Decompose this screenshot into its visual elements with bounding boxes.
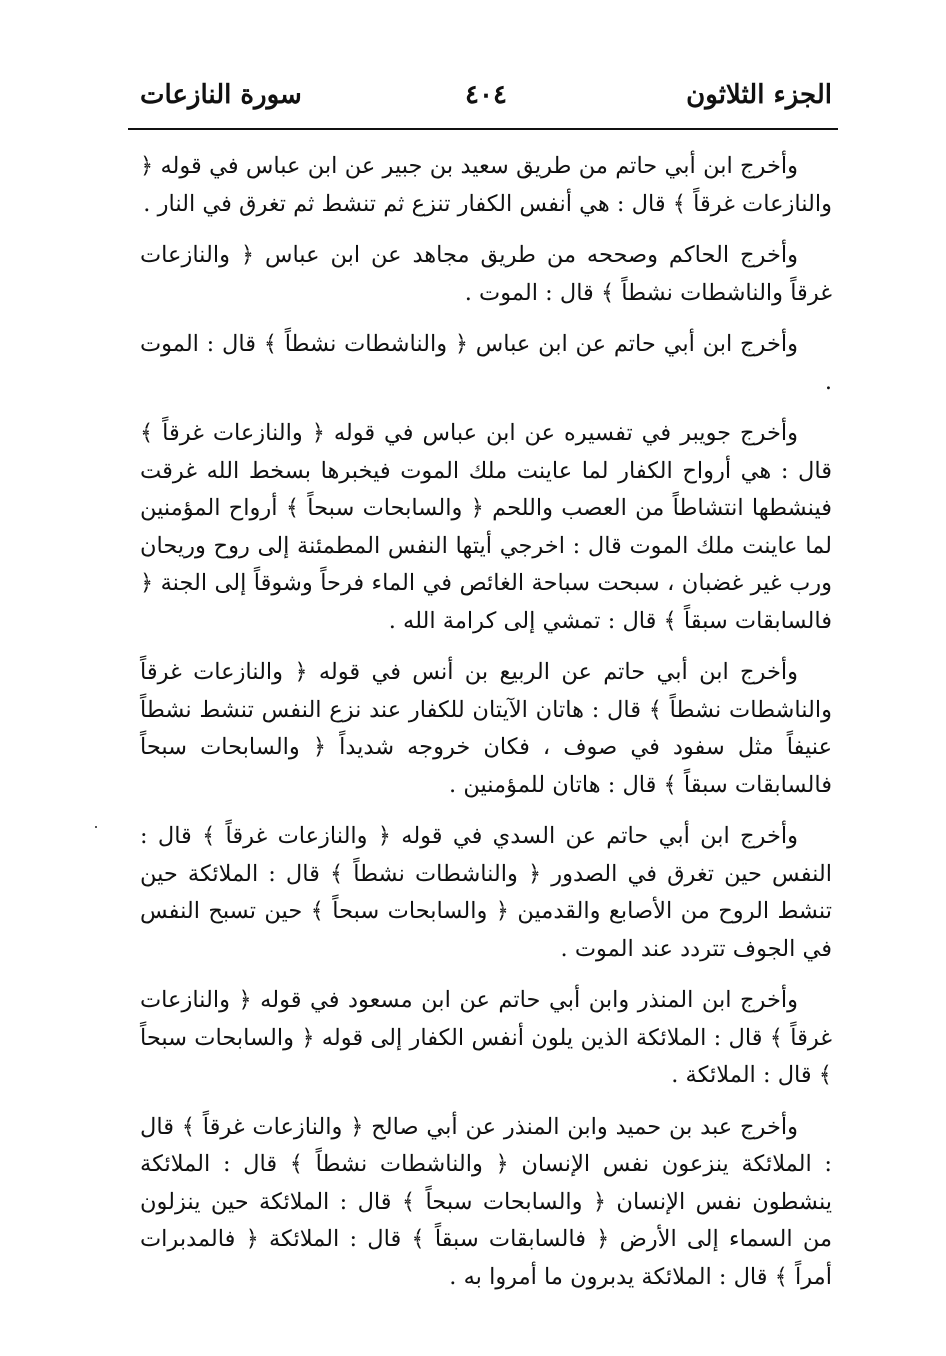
paragraph: وأخرج جويبر في تفسيره عن ابن عباس في قوله ﴿ والنازعات غرقاً ﴾ قال : هي أرواح الكفار لما عاينت ملك الموت فيخبرها بسخط الله غرقت فينشطها انتشاطاً من العصب واللحم ﴿ والسابحات سبحاً ﴾ أرواح المؤمنين لما عاينت ملك الموت قال : اخرجي أيتها النفس المطمئنة إلى روح وريحان ورب غير غضبان ، سبحت سباحة الغائص في الماء فرحاً وشوقاً إلى الجنة ﴿ فالسابقات سبقاً ﴾ قال : تمشي إلى كرامة الله .	[140, 420, 832, 634]
margin-dot	[95, 826, 97, 828]
part-title: الجزء الثلاثون	[686, 80, 832, 110]
paragraph: وأخرج الحاكم وصححه من طريق مجاهد عن ابن عباس ﴿ والنازعات غرقاً والناشطات نشطاً ﴾ قال : الموت .	[140, 242, 832, 306]
paragraph: وأخرج ابن أبي حاتم من طريق سعيد بن جبير عن ابن عباس في قوله ﴿ والنازعات غرقاً ﴾ قال : هي أنفس الكفار تنزع ثم تنشط ثم تغرق في النار .	[140, 153, 832, 217]
paragraph: وأخرج ابن أبي حاتم عن الربيع بن أنس في قوله ﴿ والنازعات غرقاً والناشطات نشطاً ﴾ قال : هاتان الآيتان للكفار عند نزع النفس تنشط نشطاً عنيفاً مثل سفود في صوف ، فكان خروجه شديداً ﴿ والسابحات سبحاً فالسابقات سبقاً ﴾ قال : هاتان للمؤمنين .	[140, 659, 832, 798]
page-number: ٤٠٤	[465, 80, 507, 110]
page-header	[140, 80, 832, 122]
page-body	[140, 148, 832, 1310]
paragraph: وأخرج ابن أبي حاتم عن ابن عباس ﴿ والناشطات نشطاً ﴾ قال : الموت .	[140, 331, 832, 395]
surah-title: سورة النازعات	[140, 80, 302, 110]
paragraph: وأخرج عبد بن حميد وابن المنذر عن أبي صالح ﴿ والنازعات غرقاً ﴾ قال : الملائكة ينزعون نفس الإنسان ﴿ والناشطات نشطاً ﴾ قال : الملائكة ينشطون نفس الإنسان ﴿ والسابحات سبحاً ﴾ قال : الملائكة حين ينزلون من السماء إلى الأرض ﴿ فالسابقات سبقاً ﴾ قال : الملائكة ﴿ فالمدبرات أمراً ﴾ قال : الملائكة يدبرون ما أمروا به .	[140, 1113, 832, 1290]
header-divider	[128, 128, 838, 130]
paragraph: وأخرج ابن المنذر وابن أبي حاتم عن ابن مسعود في قوله ﴿ والنازعات غرقاً ﴾ قال : الملائكة الذين يلون أنفس الكفار إلى قوله ﴿ والسابحات سبحاً ﴾ قال : الملائكة .	[140, 987, 832, 1088]
paragraph: وأخرج ابن أبي حاتم عن السدي في قوله ﴿ والنازعات غرقاً ﴾ قال : النفس حين تغرق في الصدور ﴿ والناشطات نشطاً ﴾ قال : الملائكة حين تنشط الروح من الأصابع والقدمين ﴿ والسابحات سبحاً ﴾ حين تسبح النفس في الجوف تتردد عند الموت .	[140, 823, 832, 962]
